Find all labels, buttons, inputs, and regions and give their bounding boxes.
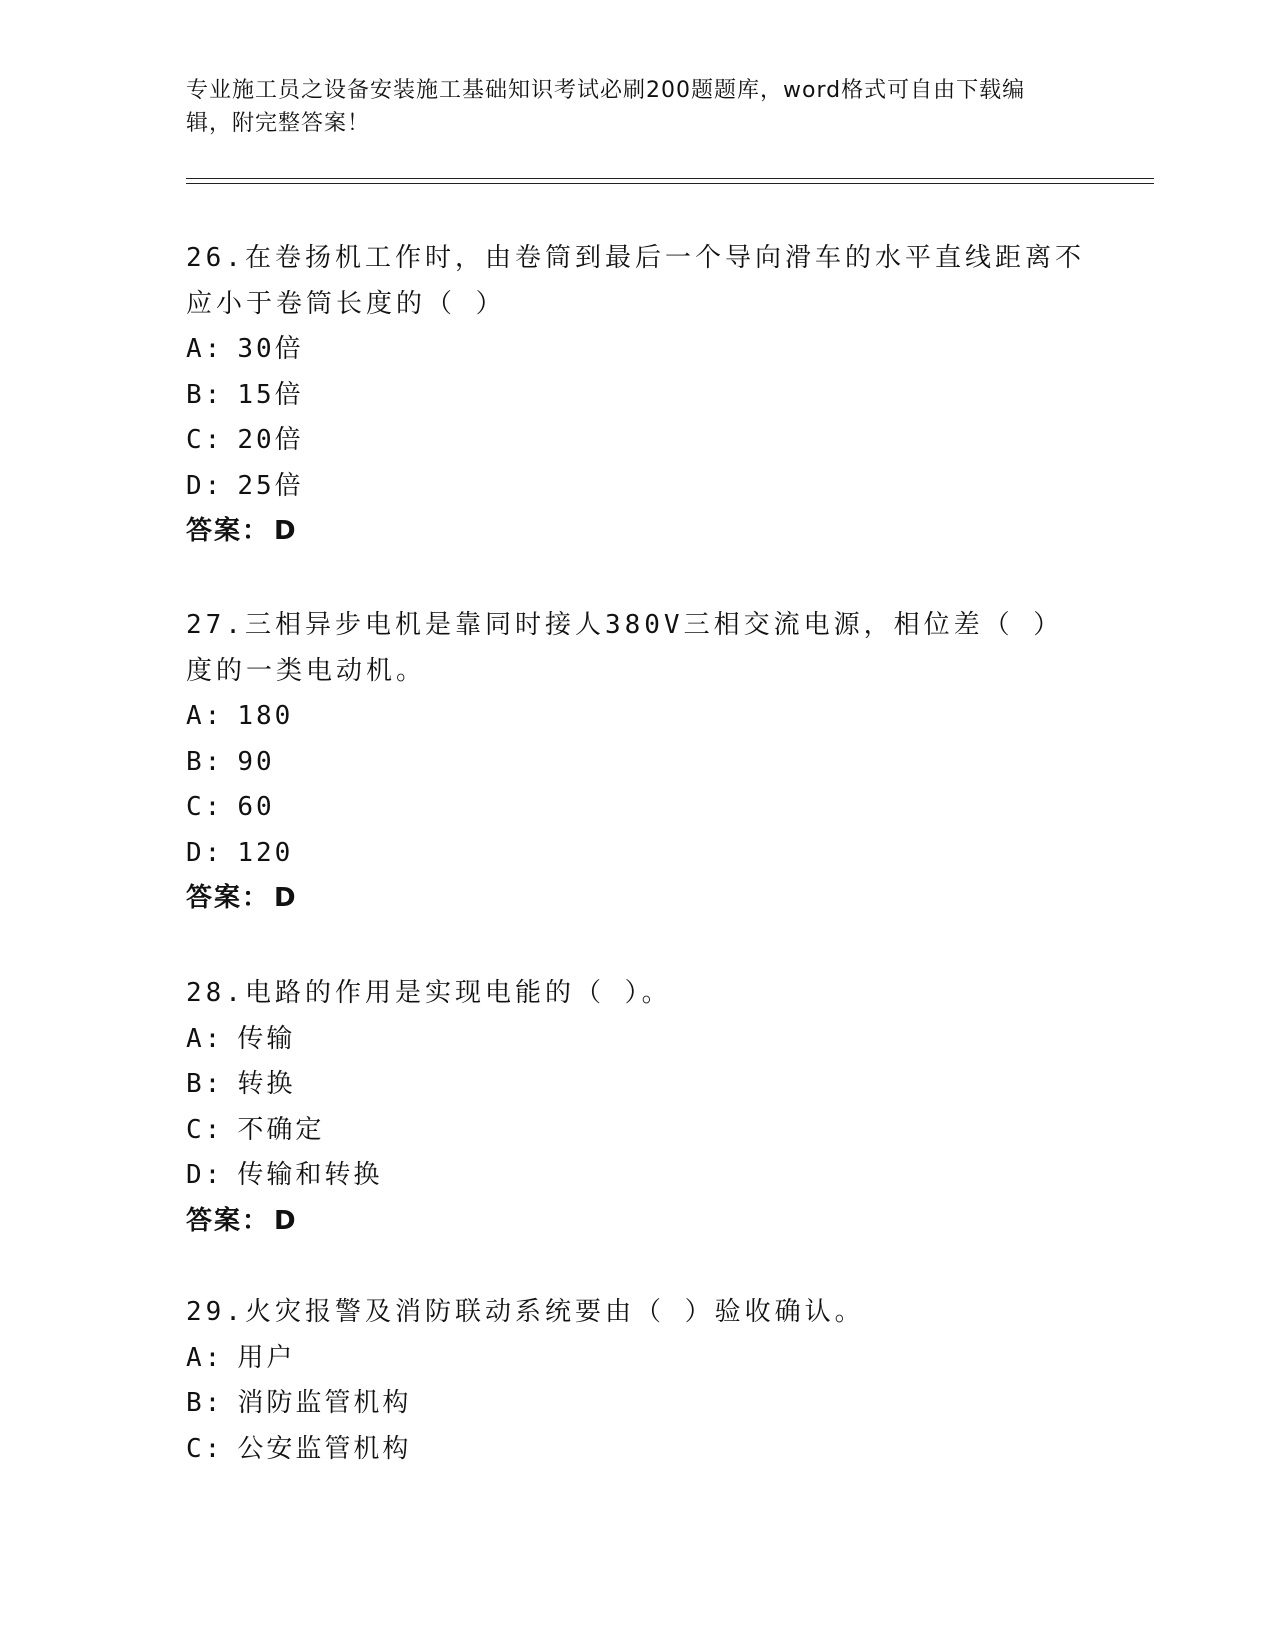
question-27 xyxy=(186,603,1086,922)
question-26 xyxy=(186,236,1086,555)
option-value: 用户 xyxy=(237,1342,296,1373)
document-header xyxy=(186,74,1066,140)
option-value: 传输和转换 xyxy=(237,1160,383,1190)
option-value: 60 xyxy=(237,792,275,822)
answer-label: 答案： xyxy=(186,1205,271,1236)
question-29 xyxy=(186,1290,1086,1472)
option-value: 公安监管机构 xyxy=(237,1433,412,1464)
answer-value: D xyxy=(274,516,298,546)
option-b xyxy=(186,1062,1086,1108)
option-d xyxy=(186,831,1086,877)
option-b xyxy=(186,1381,1086,1427)
answer-value: D xyxy=(274,883,298,913)
option-d xyxy=(186,464,1086,510)
option-a xyxy=(186,327,1086,373)
option-value: 30倍 xyxy=(237,334,304,364)
option-d xyxy=(186,1153,1086,1199)
option-value: 转换 xyxy=(237,1069,296,1099)
option-key: A: xyxy=(186,1342,224,1373)
option-value: 消防监管机构 xyxy=(237,1388,412,1418)
option-key: A: xyxy=(186,334,224,364)
answer-label: 答案： xyxy=(186,516,271,546)
option-b xyxy=(186,373,1086,419)
option-key: D: xyxy=(186,1160,224,1190)
question-28 xyxy=(186,971,1086,1244)
option-key: C: xyxy=(186,425,224,455)
option-a xyxy=(186,1336,1086,1382)
option-c xyxy=(186,785,1086,831)
answer-label: 答案： xyxy=(186,883,271,913)
option-value: 传输 xyxy=(237,1023,296,1054)
document-title: 专业施工员之设备安装施工基础知识考试必刷200题题库，word格式可自由下载编辑，附完整答案！ xyxy=(186,78,1026,136)
option-key: B: xyxy=(186,1069,224,1099)
option-value: 90 xyxy=(237,746,275,777)
header-divider-top xyxy=(186,178,1154,179)
option-key: C: xyxy=(186,1433,224,1464)
option-key: D: xyxy=(186,470,224,501)
question-text: 29.火灾报警及消防联动系统要由（ ）验收确认。 xyxy=(186,1297,865,1327)
option-key: B: xyxy=(186,1388,224,1418)
option-value: 180 xyxy=(237,701,294,731)
option-key: D: xyxy=(186,837,224,868)
question-text: 27.三相异步电机是靠同时接人380V三相交流电源，相位差（ ）度的一类电动机。 xyxy=(186,610,1064,686)
answer xyxy=(186,876,1086,922)
option-value: 120 xyxy=(237,837,294,868)
option-key: C: xyxy=(186,1114,224,1145)
option-b xyxy=(186,740,1086,786)
option-c xyxy=(186,418,1086,464)
answer xyxy=(186,1199,1086,1245)
answer xyxy=(186,509,1086,555)
option-key: A: xyxy=(186,1023,224,1054)
option-value: 不确定 xyxy=(237,1114,325,1145)
question-text: 26.在卷扬机工作时，由卷筒到最后一个导向滑车的水平直线距离不应小于卷筒长度的（ ） xyxy=(186,243,1085,319)
option-key: A: xyxy=(186,701,224,731)
answer-value: D xyxy=(274,1205,298,1236)
option-c xyxy=(186,1427,1086,1473)
option-a xyxy=(186,694,1086,740)
header-divider-bottom xyxy=(186,183,1154,184)
question-text: 28.电路的作用是实现电能的（ ）。 xyxy=(186,978,672,1008)
option-value: 25倍 xyxy=(237,470,304,501)
option-key: B: xyxy=(186,746,224,777)
option-key: C: xyxy=(186,792,224,822)
option-value: 15倍 xyxy=(237,379,304,410)
option-key: B: xyxy=(186,379,224,410)
option-value: 20倍 xyxy=(237,425,304,455)
option-c xyxy=(186,1108,1086,1154)
option-a xyxy=(186,1017,1086,1063)
